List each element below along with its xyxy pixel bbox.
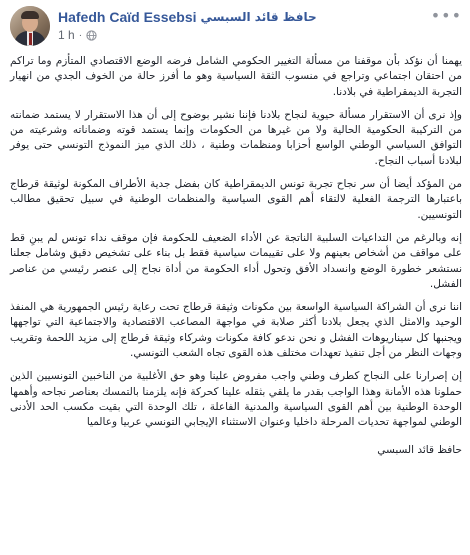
post-timestamp-row (58, 28, 317, 42)
author-name-row (58, 9, 317, 25)
post-header (10, 6, 462, 46)
post-timestamp[interactable]: 1 h (58, 28, 75, 42)
author-avatar[interactable] (10, 6, 50, 46)
post-paragraph-5: اننا نرى أن الشراكة السياسية الواسعة بين مكونات وثيقة قرطاج تحت رعاية رئيس الجمهورية هي المنفذ الوحيد والامثل الذي يجعل بلادنا أكثر صلابة في مواجهة المصاعب الاقتصادية والاجتماعية التي تواجهها ويجنبها كل سيناريوهات الفشل و نحن ندعو كافة مكونات وشركاء وثيقة قرطاج إلى مزيد اللحمة وتقريب وجهات النظر من أجل تنفيذ تعهدات مختلف هذه القوى تجاه الشعب التونسي. (10, 301, 462, 360)
post-body (10, 54, 462, 458)
post-meta (58, 6, 317, 42)
post-paragraph-1: يهمنا أن نؤكد بأن موقفنا من مسألة التغيير الحكومي الشامل فرضه الوضع الاقتصادي المتأزم وما تراكم من احتقان اجتماعي وتراجع في منسوب الثقة السياسية وهو ما أفرز حالة من الخوف الجدي من انهيار التجربة الديمقراطية في بلادنا. (10, 55, 462, 98)
more-options-icon[interactable]: ••• (430, 6, 462, 25)
globe-icon[interactable] (86, 30, 97, 41)
post-paragraph-2: وإذ نرى أن الاستقرار مسألة حيوية لنجاح بلادنا فإننا نشير بوضوح إلى أن هذا الاستقرار لا يستمد ضمانته من التركيبة الحكومية الحالية ولا من غيرها من الحكومات وإنما يستمد قوته وضماناته وشرعيته من التوافق السياسي الوطني الواسع أحزابا ومنظمات وطنية ، ذلك الذي ميز النموذج التونسي حتى يوفر لبلادنا أسباب النجاح. (10, 108, 462, 167)
meta-separator: · (78, 29, 83, 41)
author-name-latin[interactable]: Hafedh Caïd Essebsi (58, 9, 197, 25)
post-paragraph-3: من المؤكد أيضا أن سر نجاح تجربة تونس الديمقراطية كان بفضل جدية الأطراف المكونة لوثيقة قرطاج باعتبارها الترجمة الفعلية لالتقاء أهم القوى السياسية والمنظمات الوطنية في سبيل تحقيق مطالب التونسيين. (10, 178, 462, 221)
post-paragraph-4: إنه وبالرغم من التداعيات السلبية الناتجة عن الأداء الضعيف للحكومة فإن موقف نداء تونس لم يبنِ قط على مواقف من أشخاص بعينهم ولا على تقييمات سياسية فقط بل بناء على تشخيص دقيق وشامل جعلنا نستشعر خطورة الوضع وانسداد الأفق وتحول أداء الحكومة من أداة نجاح إلى عنصر رئيسي من عناصر الفشل. (10, 231, 462, 290)
post-signature: حافظ قائد السبسي (377, 443, 462, 456)
post-paragraph-6: إن إصرارنا على النجاح كطرف وطني واجب مفروض علينا وهو حق الأغلبية من الناخبين التونسيين الذين حملونا هذه الأمانة وهذا الواجب بقدر ما يلقي بثقله علينا كحركة فإنه يلزمنا بالتمسك بعناصر نجاحه وأهمها الوحدة الوطنية بين أهم القوى السياسية والمدنية الفاعلة ، تلك الوحدة التي بقيت مكسب الحد الأدنى الوطني لمواجهة تحديات المرحلة داخليا وعنوان الاستثناء الإيجابي التونسي عربيا وعالميا (10, 370, 462, 429)
author-name-arabic[interactable]: حافظ قائد السبسي (200, 10, 317, 24)
